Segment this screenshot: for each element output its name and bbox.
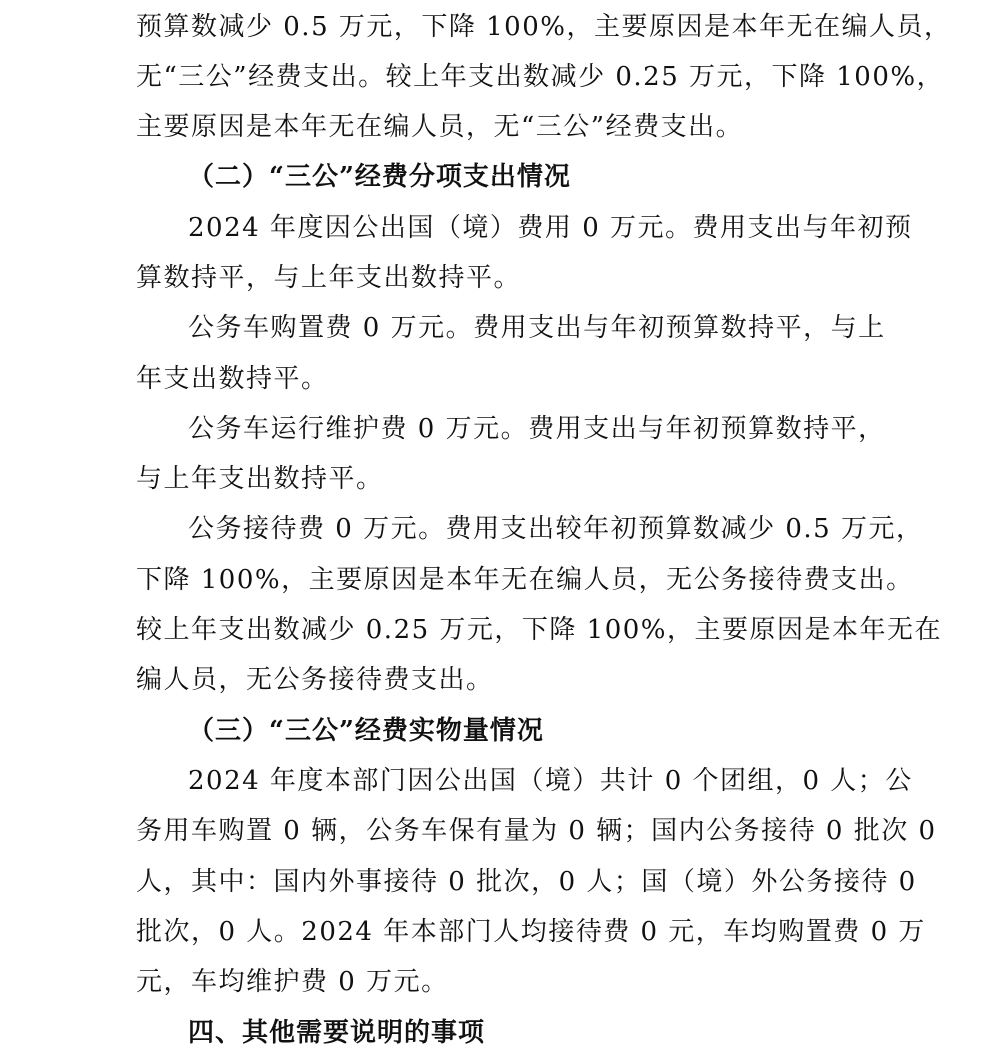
text-line: 批次，0 人。2024 年本部门人均接待费 0 元，车均购置费 0 万 [136,917,926,947]
text-line: 务用车购置 0 辆，公务车保有量为 0 辆；国内公务接待 0 批次 0 [136,816,937,846]
text-line: 预算数减少 0.5 万元，下降 100%，主要原因是本年无在编人员， [136,12,952,42]
text-line: 公务接待费 0 万元。费用支出较年初预算数减少 0.5 万元， [188,514,924,544]
text-line: 年支出数持平。 [136,364,329,394]
text-line: 公务车运行维护费 0 万元。费用支出与年初预算数持平， [188,414,886,444]
text-line: 算数持平，与上年支出数持平。 [136,263,522,293]
text-line: 下降 100%，主要原因是本年无在编人员，无公务接待费支出。 [136,565,914,595]
section-heading-4: 四、其他需要说明的事项 [188,1018,486,1048]
text-line: 元，车均维护费 0 万元。 [136,967,449,997]
section-heading-3: （三）“三公”经费实物量情况 [188,716,544,746]
text-line: 与上年支出数持平。 [136,464,384,494]
section-heading-2: （二）“三公”经费分项支出情况 [188,162,571,192]
text-line: 无“三公”经费支出。较上年支出数减少 0.25 万元，下降 100%， [136,62,945,92]
text-line: 2024 年度因公出国（境）费用 0 万元。费用支出与年初预 [188,213,913,243]
text-line: 编人员，无公务接待费支出。 [136,665,494,695]
text-line: 较上年支出数减少 0.25 万元，下降 100%，主要原因是本年无在 [136,615,943,645]
text-line: 2024 年度本部门因公出国（境）共计 0 个团组，0 人；公 [188,766,913,796]
text-line: 人，其中：国内外事接待 0 批次，0 人；国（境）外公务接待 0 [136,867,917,897]
text-line: 主要原因是本年无在编人员，无“三公”经费支出。 [136,112,744,142]
text-line: 公务车购置费 0 万元。费用支出与年初预算数持平，与上 [188,313,886,343]
